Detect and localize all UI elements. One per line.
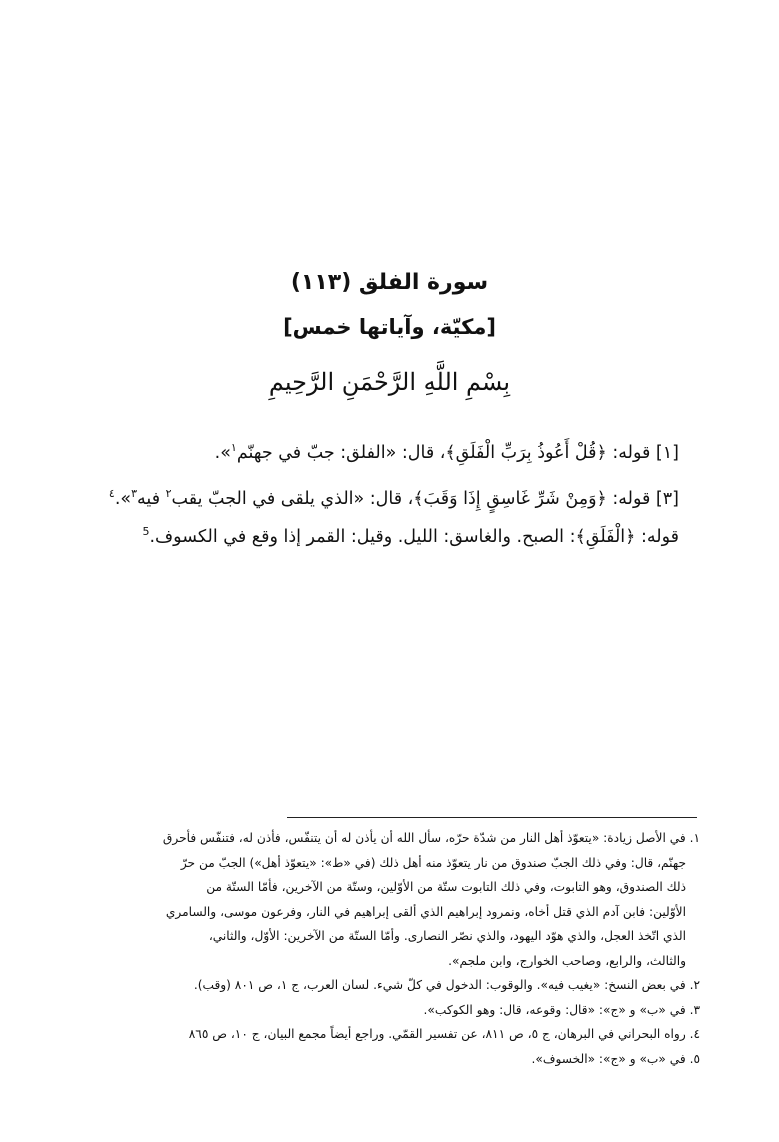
footnote-line: الأوّلين: فابن آدم الذي قتل أخاه، ونمرود إبراهيم الذي ألقى إبراهيم في النار، وفرعون موسى، والسامري [165,904,686,919]
basmala-calligraphy: بِسْمِ اللَّهِ الرَّحْمَنِ الرَّحِيمِ [268,368,511,396]
footnote-line: ذلك الصندوق، وهو التابوت، وفي ذلك التابوت ستّة من الأوّلين، وستّة من الآخرين، فأمّا الستّة من [206,880,686,894]
verse-text: [١] قوله: ﴿قُلْ أَعُوذُ بِرَبِّ الْفَلَقِ﴾، قال: «الفلق: جبّ في جهنّم [236,443,679,463]
footnote-ref[interactable]: ٤ [108,487,115,501]
footnote-1 [80,826,700,973]
footnote-line: ٣. في «ب» و «ج»: «قال: وقوعه، قال: وهو الكوكب». [423,1002,700,1017]
footnote-ref[interactable]: ٣ [131,487,138,501]
verse-text-tail: ». [214,443,231,463]
footnote-ref[interactable]: ١ [230,441,237,455]
surah-subtitle: [مكيّة، وآياتها خمس] [283,315,496,339]
verse-text-tail: ». [114,489,132,509]
footnote-line: ١. في الأصل زيادة: «يتعوّذ أهل النار من شدّة حرّه، سأل الله أن يأذن له أن يتنفّس، فأذن له، فتنفّس فأحرق [162,831,700,845]
surah-title: سورة الفلق (١١٣) [290,270,489,295]
footnote-divider [287,817,697,818]
footnote-ref[interactable]: 5 [142,525,150,539]
verse-commentary-1 [79,438,679,468]
verse-text: [٣] قوله: ﴿وَمِنْ شَرِّ غَاسِقٍ إِذَا وَقَبَ﴾، قال: «الذي يلقى في الجبّ يقب [171,489,679,509]
footnote-ref[interactable]: ٢ [165,487,172,501]
footnote-line: ٤. رواه البحراني في البرهان، ج ٥، ص ٨١١، عن تفسير القمّي. وراجع أيضاً مجمع البيان، ج ١٠، ص ٨٦٥ [188,1027,700,1041]
footnote-line: الذي اتّخذ العجل، والذي هوّد اليهود، والذي نصّر النصارى. وأمّا الستّة من الآخرين: الأوّل، والثاني، [208,929,686,943]
footnote-line: ٥. في «ب» و «ج»: «الخسوف». [531,1051,700,1066]
footnotes [80,826,700,1071]
footnote-4 [80,1022,700,1047]
verse-commentary-falaq [79,522,679,552]
verse-commentary-3 [79,484,679,514]
footnote-2 [80,973,700,998]
verse-text-cont: فيه [137,489,166,509]
footnote-line: ٢. في بعض النسخ: «يغيب فيه». والوقوب: الدخول في كلّ شيء. لسان العرب، ج ١، ص ٨٠١ (وقب). [193,978,700,992]
footnote-3 [80,998,700,1023]
footnote-line: جهنّم، قال: وفي ذلك الجبّ صندوق من نار يتعوّذ منه أهل ذلك (في «ط»: «يتعوّذ أهل») الجبّ من حرّ [180,855,686,870]
footnote-5 [80,1047,700,1072]
footnote-line: والثالث، والرابع، وصاحب الخوارج، وابن ملجم». [448,953,686,968]
verse-text: قوله: ﴿الْفَلَقِ﴾: الصبح. والغاسق: الليل. وقيل: القمر إذا وقع في الكسوف. [149,527,679,547]
